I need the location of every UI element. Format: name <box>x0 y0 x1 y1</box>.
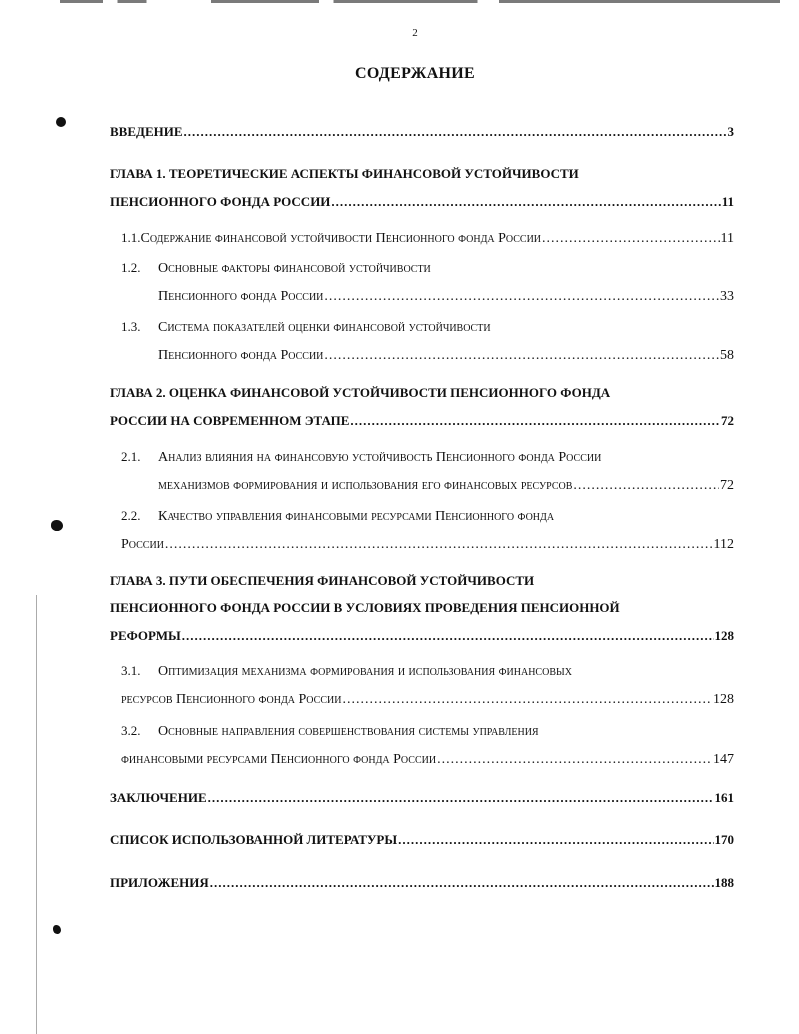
toc-entry-text: СПИСОК ИСПОЛЬЗОВАННОЙ ЛИТЕРАТУРЫ <box>110 832 398 847</box>
toc-entry-text: Основные направления совершенствования системы управления <box>158 724 539 739</box>
scan-edge-top <box>60 0 780 3</box>
toc-leader-dots <box>342 692 712 708</box>
toc-entry-text: ЗАКЛЮЧЕНИЕ <box>110 790 207 805</box>
toc-page-number: 58 <box>720 348 734 363</box>
toc-entry-text: ПЕНСИОННОГО ФОНДА РОССИИ В УСЛОВИЯХ ПРОВЕДЕНИЯ ПЕНСИОННОЙ <box>110 600 620 615</box>
toc-leader-dots <box>350 413 720 429</box>
toc-section-2-1[interactable] <box>121 449 601 466</box>
toc-page-number: 128 <box>714 628 734 643</box>
scan-speck <box>51 520 63 531</box>
toc-section-number: 2.2. <box>121 508 141 523</box>
toc-section-2-1-cont[interactable] <box>158 478 734 494</box>
toc-page-number: 112 <box>713 537 734 552</box>
toc-entry-text: России <box>121 537 164 552</box>
toc-chapter-2-title-cont[interactable] <box>110 413 734 429</box>
scan-speck <box>53 925 61 934</box>
toc-leader-dots <box>182 628 714 644</box>
toc-entry-conclusion[interactable] <box>110 790 734 806</box>
toc-section-1-3[interactable] <box>121 319 491 336</box>
toc-entry-text: ГЛАВА 1. ТЕОРЕТИЧЕСКИЕ АСПЕКТЫ ФИНАНСОВОЙ УСТОЙЧИВОСТИ <box>110 166 579 181</box>
toc-section-number: 1.1. <box>121 230 141 245</box>
toc-page-number: 170 <box>714 832 734 847</box>
toc-section-1-3-cont[interactable] <box>158 348 734 364</box>
toc-leader-dots <box>324 289 719 305</box>
toc-page-number: 3 <box>727 124 734 139</box>
toc-entry-bibliography[interactable] <box>110 832 734 848</box>
toc-section-2-2-cont[interactable] <box>121 537 734 553</box>
toc-leader-dots <box>208 790 714 806</box>
toc-section-3-2-cont[interactable] <box>121 752 734 768</box>
toc-chapter-3-title-cont[interactable] <box>110 600 620 616</box>
toc-leader-dots <box>184 124 727 140</box>
toc-page-number: 128 <box>713 692 734 707</box>
toc-leader-dots <box>210 875 714 891</box>
toc-page-number: 33 <box>720 289 734 304</box>
toc-entry-text: РЕФОРМЫ <box>110 628 181 643</box>
page-title: СОДЕРЖАНИЕ <box>354 65 476 82</box>
toc-section-3-2[interactable] <box>121 723 539 740</box>
toc-entry-appendices[interactable] <box>110 875 734 891</box>
toc-leader-dots <box>398 832 713 848</box>
toc-entry-text: Основные факторы финансовой устойчивости <box>158 261 431 276</box>
toc-entry-text: ГЛАВА 3. ПУТИ ОБЕСПЕЧЕНИЯ ФИНАНСОВОЙ УСТОЙЧИВОСТИ <box>110 573 535 588</box>
toc-page-number: 188 <box>714 875 734 890</box>
toc-chapter-1-title-cont[interactable] <box>110 194 734 210</box>
toc-chapter-2-title[interactable] <box>110 385 610 401</box>
page-number: 2 <box>412 27 418 39</box>
toc-page-number: 11 <box>720 231 734 246</box>
toc-entry-text: Оптимизация механизма формирования и использования финансовых <box>158 664 572 679</box>
scan-speck <box>56 117 66 127</box>
toc-section-1-2[interactable] <box>121 260 431 277</box>
toc-section-3-1[interactable] <box>121 663 572 680</box>
toc-entry-text: Пенсионного фонда России <box>158 289 324 304</box>
toc-chapter-3-title[interactable] <box>110 573 534 589</box>
toc-section-number: 2.1. <box>121 449 141 464</box>
toc-entry-text: Пенсионного фонда России <box>158 348 324 363</box>
toc-section-number: 3.1. <box>121 663 141 678</box>
toc-entry-introduction[interactable] <box>110 124 734 140</box>
toc-page-number: 161 <box>714 790 734 805</box>
toc-chapter-3-title-cont-2[interactable] <box>110 628 734 644</box>
toc-leader-dots <box>324 348 719 364</box>
toc-leader-dots <box>331 194 720 210</box>
toc-page-number: 72 <box>721 413 734 428</box>
toc-section-1-1[interactable] <box>121 230 734 247</box>
toc-entry-text: ПРИЛОЖЕНИЯ <box>110 875 209 890</box>
toc-page-number: 72 <box>720 478 734 493</box>
toc-entry-text: РОССИИ НА СОВРЕМЕННОМ ЭТАПЕ <box>110 413 350 428</box>
toc-entry-text: механизмов формирования и использования его финансовых ресурсов <box>158 478 573 493</box>
toc-entry-text: Содержание финансовой устойчивости Пенсионного фонда России <box>140 231 542 246</box>
toc-leader-dots <box>437 752 712 768</box>
toc-entry-text: ВВЕДЕНИЕ <box>110 124 183 139</box>
toc-entry-text: ГЛАВА 2. ОЦЕНКА ФИНАНСОВОЙ УСТОЙЧИВОСТИ ПЕНСИОННОГО ФОНДА <box>110 385 611 400</box>
toc-entry-text: Качество управления финансовыми ресурсами Пенсионного фонда <box>158 509 555 524</box>
toc-section-2-2[interactable] <box>121 508 554 525</box>
toc-leader-dots <box>542 231 719 247</box>
toc-section-1-2-cont[interactable] <box>158 289 734 305</box>
toc-chapter-1-title[interactable] <box>110 166 579 182</box>
toc-entry-text: финансовыми ресурсами Пенсионного фонда России <box>121 752 437 767</box>
scan-edge-left <box>36 595 37 1034</box>
toc-section-number: 3.2. <box>121 723 141 738</box>
toc-entry-text: ПЕНСИОННОГО ФОНДА РОССИИ <box>110 194 331 209</box>
toc-leader-dots <box>573 478 719 494</box>
toc-section-3-1-cont[interactable] <box>121 692 734 708</box>
toc-page-number: 11 <box>721 194 734 209</box>
toc-entry-text: Система показателей оценки финансовой устойчивости <box>158 320 491 335</box>
toc-leader-dots <box>165 537 713 553</box>
toc-page-number: 147 <box>713 752 734 767</box>
toc-entry-text: ресурсов Пенсионного фонда России <box>121 692 342 707</box>
toc-section-number: 1.2. <box>121 260 141 275</box>
toc-section-number: 1.3. <box>121 319 141 334</box>
toc-entry-text: Анализ влияния на финансовую устойчивость Пенсионного фонда России <box>158 450 602 465</box>
